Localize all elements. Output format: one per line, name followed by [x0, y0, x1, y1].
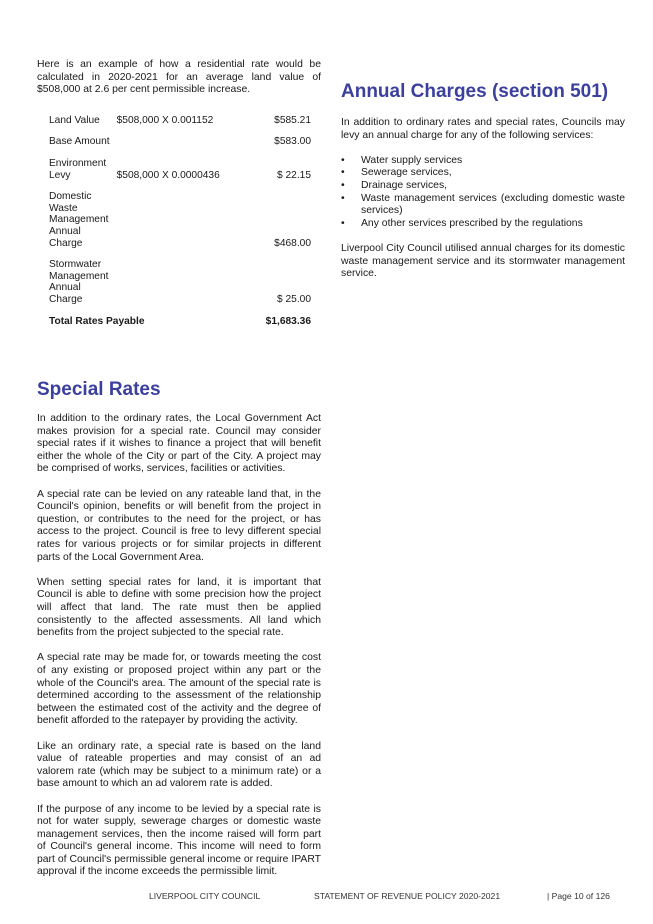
- table-row-total: [49, 316, 311, 328]
- bullet-icon: •: [341, 192, 345, 204]
- service-label: Water supply services: [361, 154, 463, 166]
- table-row: [49, 259, 311, 305]
- left-column: [37, 59, 321, 892]
- list-item: [341, 167, 625, 180]
- bullet-icon: •: [341, 154, 345, 166]
- list-item: [341, 155, 625, 168]
- bullet-icon: •: [341, 217, 345, 229]
- row-value: $585.21: [274, 114, 311, 126]
- row-label: Stormwater Management Annual Charge: [49, 259, 109, 305]
- footer-page-number: | Page 10 of 126: [547, 891, 610, 901]
- footer-document-title: STATEMENT OF REVENUE POLICY 2020-2021: [314, 891, 501, 901]
- service-label: Sewerage services,: [361, 167, 452, 179]
- table-row: [49, 191, 311, 249]
- row-label: Base Amount: [49, 136, 110, 148]
- special-rates-heading: Special Rates: [37, 379, 161, 401]
- special-rates-paragraph: If the purpose of any income to be levied by a special rate is not for water supply, sewerage charges or domestic waste management services, then the income raised will form part of Council's general income. This income will need to form part of Council's permissible general income or require IPART approval if the income exceeds the permissible limit.: [37, 803, 321, 878]
- table-row: [49, 158, 311, 181]
- calculation-intro: Here is an example of how a residential rate would be calculated in 2020-2021 for an average land value of $508,000 at 2.6 per cent permissible increase.: [37, 59, 321, 96]
- row-formula: $508,000 X 0.0000436: [116, 169, 220, 181]
- list-item: [341, 218, 625, 231]
- service-label: Drainage services,: [361, 179, 448, 191]
- row-label: Domestic Waste Management Annual Charge: [49, 191, 109, 249]
- special-rates-paragraph: Like an ordinary rate, a special rate is based on the land value of rateable properties and may consist of an ad valorem rate (which may be subject to a minimum rate) or a base amount to which an ad valorem rate is added.: [37, 740, 321, 790]
- services-list: [341, 155, 625, 231]
- table-row: [49, 136, 311, 148]
- annual-charges-intro: In addition to ordinary rates and special rates, Councils may levy an annual charge for any of the following services:: [341, 117, 625, 141]
- service-label: Waste management services (excluding domestic waste services): [361, 192, 625, 217]
- special-rates-paragraph: A special rate may be made for, or towards meeting the cost of any existing or proposed project within any part or the whole of the Council's area. The amount of the special rate is determined according to the assessment of the relationship between the estimated cost of the activity and the degree of benefit afforded to the ratepayer by providing the activity.: [37, 652, 321, 727]
- footer-council-name: LIVERPOOL CITY COUNCIL: [149, 891, 261, 901]
- bullet-icon: •: [341, 179, 345, 191]
- row-label: Environment Levy: [49, 157, 107, 181]
- service-label: Any other services prescribed by the regulations: [361, 217, 583, 229]
- annual-charges-closing: Liverpool City Council utilised annual charges for its domestic waste management service and its stormwater management service.: [341, 242, 625, 280]
- row-formula: $508,000 X 0.001152: [116, 114, 214, 126]
- row-value: $ 25.00: [277, 293, 311, 305]
- special-rates-paragraph: In addition to the ordinary rates, the Local Government Act makes provision for a special rate. Council may consider special rates if it wishes to finance a project that will benefit either the whole of the City or part of the City. A project may be comprised of works, services, facilities or activities.: [37, 413, 321, 475]
- row-label: Land Value: [49, 114, 100, 126]
- special-rates-paragraph: When setting special rates for land, it is important that Council is able to define with some precision how the project will affect that land. The rate must then be applied consistently to the affected assessments. All land which benefits from the project subjected to the special rate.: [37, 576, 321, 639]
- total-label: Total Rates Payable: [49, 315, 145, 327]
- list-item: [341, 193, 625, 218]
- row-value: $468.00: [274, 237, 311, 249]
- special-rates-paragraph: A special rate can be levied on any rateable land that, in the Council's opinion, benefits or will benefit from the project in question, or contributes to the need for the project, or has access to the project. Council is free to levy different special rates for various projects or for similar projects in different parts of the Local Government Area.: [37, 488, 321, 563]
- row-value: $583.00: [274, 136, 311, 148]
- total-value: $1,683.36: [265, 315, 311, 327]
- annual-charges-heading: Annual Charges (section 501): [341, 81, 609, 102]
- right-column: [341, 59, 625, 293]
- bullet-icon: •: [341, 167, 345, 179]
- list-item: [341, 180, 625, 193]
- row-value: $ 22.15: [277, 169, 311, 181]
- rate-calculation-table: [49, 115, 311, 327]
- table-row: [49, 115, 311, 127]
